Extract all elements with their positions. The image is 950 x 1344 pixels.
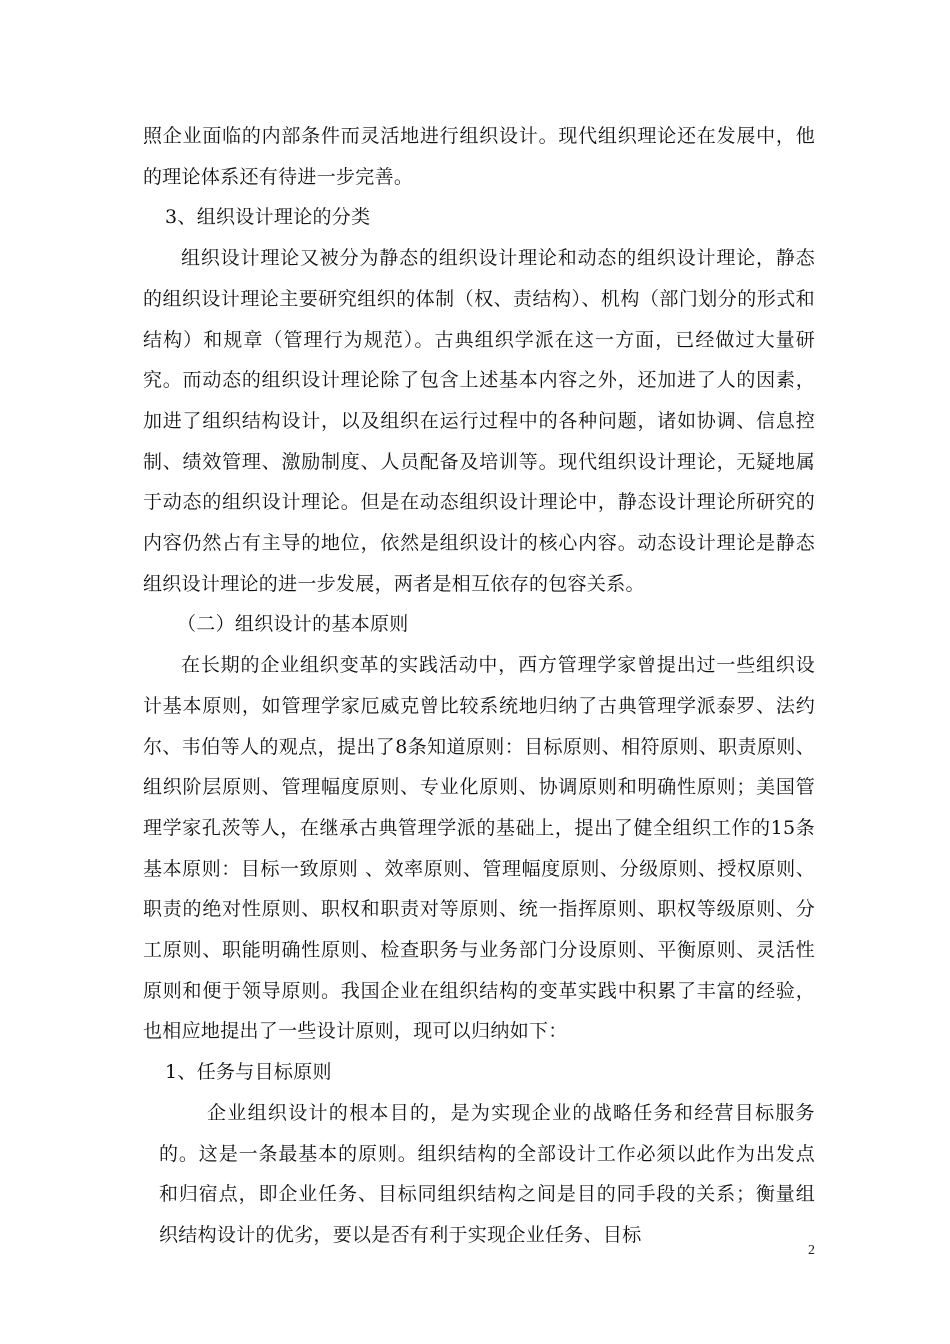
document-body: [143, 116, 815, 1256]
paragraph-western-principles: 在长期的企业组织变革的实践活动中，西方管理学家曾提出过一些组织设计基本原则，如管理学家厄威克曾比较系统地归纳了古典管理学派泰罗、法约尔、韦伯等人的观点，提出了8条知道原则：目标原则、相符原则、职责原则、组织阶层原则、管理幅度原则、专业化原则、协调原则和明确性原则；美国管理学家孔茨等人，在继承古典管理学派的基础上，提出了健全组织工作的15条基本原则：目标一致原则 、效率原则、管理幅度原则、分级原则、授权原则、职责的绝对性原则、职权和职责对等原则、统一指挥原则、职权等级原则、分工原则、职能明确性原则、检查职务与业务部门分设原则、平衡原则、灵活性原则和便于领导原则。我国企业在组织结构的变革实践中积累了丰富的经验，也相应地提出了一些设计原则，现可以归纳如下：: [143, 654, 815, 1043]
subheading-task-goal-principle: 1、任务与目标原则: [165, 1061, 332, 1084]
subheading-classification: 3、组织设计理论的分类: [165, 206, 371, 229]
page-number: 2: [808, 1243, 815, 1258]
section-heading-basic-principles: （二）组织设计的基本原则: [177, 613, 409, 636]
paragraph-continuation: 照企业面临的内部条件而灵活地进行组织设计。现代组织理论还在发展中，他的理论体系还有待进一步完善。: [143, 125, 815, 188]
paragraph-static-dynamic-theory: 组织设计理论又被分为静态的组织设计理论和动态的组织设计理论，静态的组织设计理论主要研究组织的体制（权、责结构）、机构（部门划分的形式和结构）和规章（管理行为规范）。古典组织学派在这一方面，已经做过大量研究。而动态的组织设计理论除了包含上述基本内容之外，还加进了人的因素，加进了组织结构设计，以及组织在运行过程中的各种问题，诸如协调、信息控制、绩效管理、激励制度、人员配备及培训等。现代组织设计理论，无疑地属于动态的组织设计理论。但是在动态组织设计理论中，静态设计理论所研究的内容仍然占有主导的地位，依然是组织设计的核心内容。动态设计理论是静态组织设计理论的进一步发展，两者是相互依存的包容关系。: [143, 247, 815, 595]
paragraph-task-goal-principle: 企业组织设计的根本目的，是为实现企业的战略任务和经营目标服务的。这是一条最基本的原则。组织结构的全部设计工作必须以此作为出发点和归宿点，即企业任务、目标同组织结构之间是目的同手段的关系；衡量组织结构设计的优劣，要以是否有利于实现企业任务、目标: [159, 1101, 815, 1246]
